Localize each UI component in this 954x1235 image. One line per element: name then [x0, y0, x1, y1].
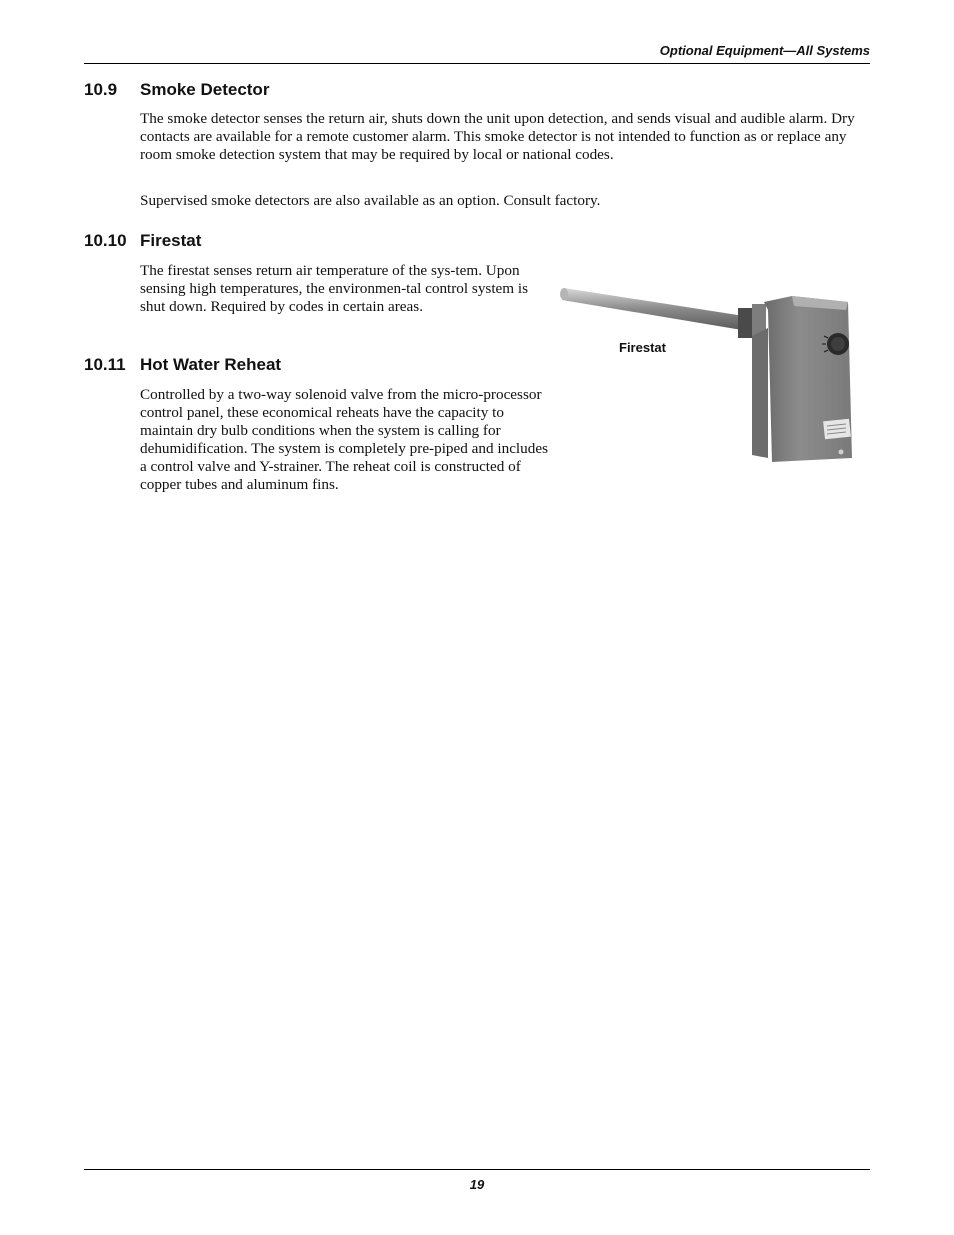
section-heading-firestat [84, 231, 201, 251]
firestat-paragraph: The firestat senses return air temperature of the sys-tem. Upon sensing high temperatures, the environmen-tal control system is shut down. Required by codes in certain areas. [140, 262, 529, 315]
section-number: 10.10 [84, 231, 127, 250]
section-title: Firestat [140, 231, 202, 250]
cover-screw [839, 450, 844, 455]
smoke-detector-paragraph-1: The smoke detector senses the return air, shuts down the unit upon detection, and sends visual and audible alarm. Dry contacts are available for a remote customer alarm. This smoke detector is not intended to function as or replace any room smoke detection system that may be required by local or national codes. [140, 110, 855, 163]
section-title: Smoke Detector [140, 80, 270, 99]
firestat-photo [556, 280, 866, 470]
section-title: Hot Water Reheat [140, 355, 282, 374]
section-number: 10.11 [84, 355, 126, 374]
header-rule [84, 63, 870, 64]
mounting-bracket [752, 328, 768, 458]
sensor-rod [562, 288, 744, 330]
running-header: Optional Equipment—All Systems [659, 43, 870, 58]
section-heading-smoke-detector [84, 80, 269, 100]
smoke-detector-paragraph-2: Supervised smoke detectors are also available as an option. Consult factory. [140, 192, 601, 209]
footer-rule [84, 1169, 870, 1170]
section-heading-hot-water-reheat [84, 355, 281, 375]
page-number: 19 [469, 1177, 485, 1192]
figure-caption: Firestat [619, 340, 666, 355]
section-number: 10.9 [84, 80, 118, 99]
rod-fitting [738, 308, 754, 338]
hot-water-reheat-paragraph: Controlled by a two-way solenoid valve from the micro-processor control panel, these economical reheats have the capacity to maintain dry bulb conditions when the system is calling for dehumidification. The system is completely pre-piped and includes a control valve and Y-strainer. The reheat coil is constructed of copper tubes and aluminum fins. [140, 386, 548, 493]
